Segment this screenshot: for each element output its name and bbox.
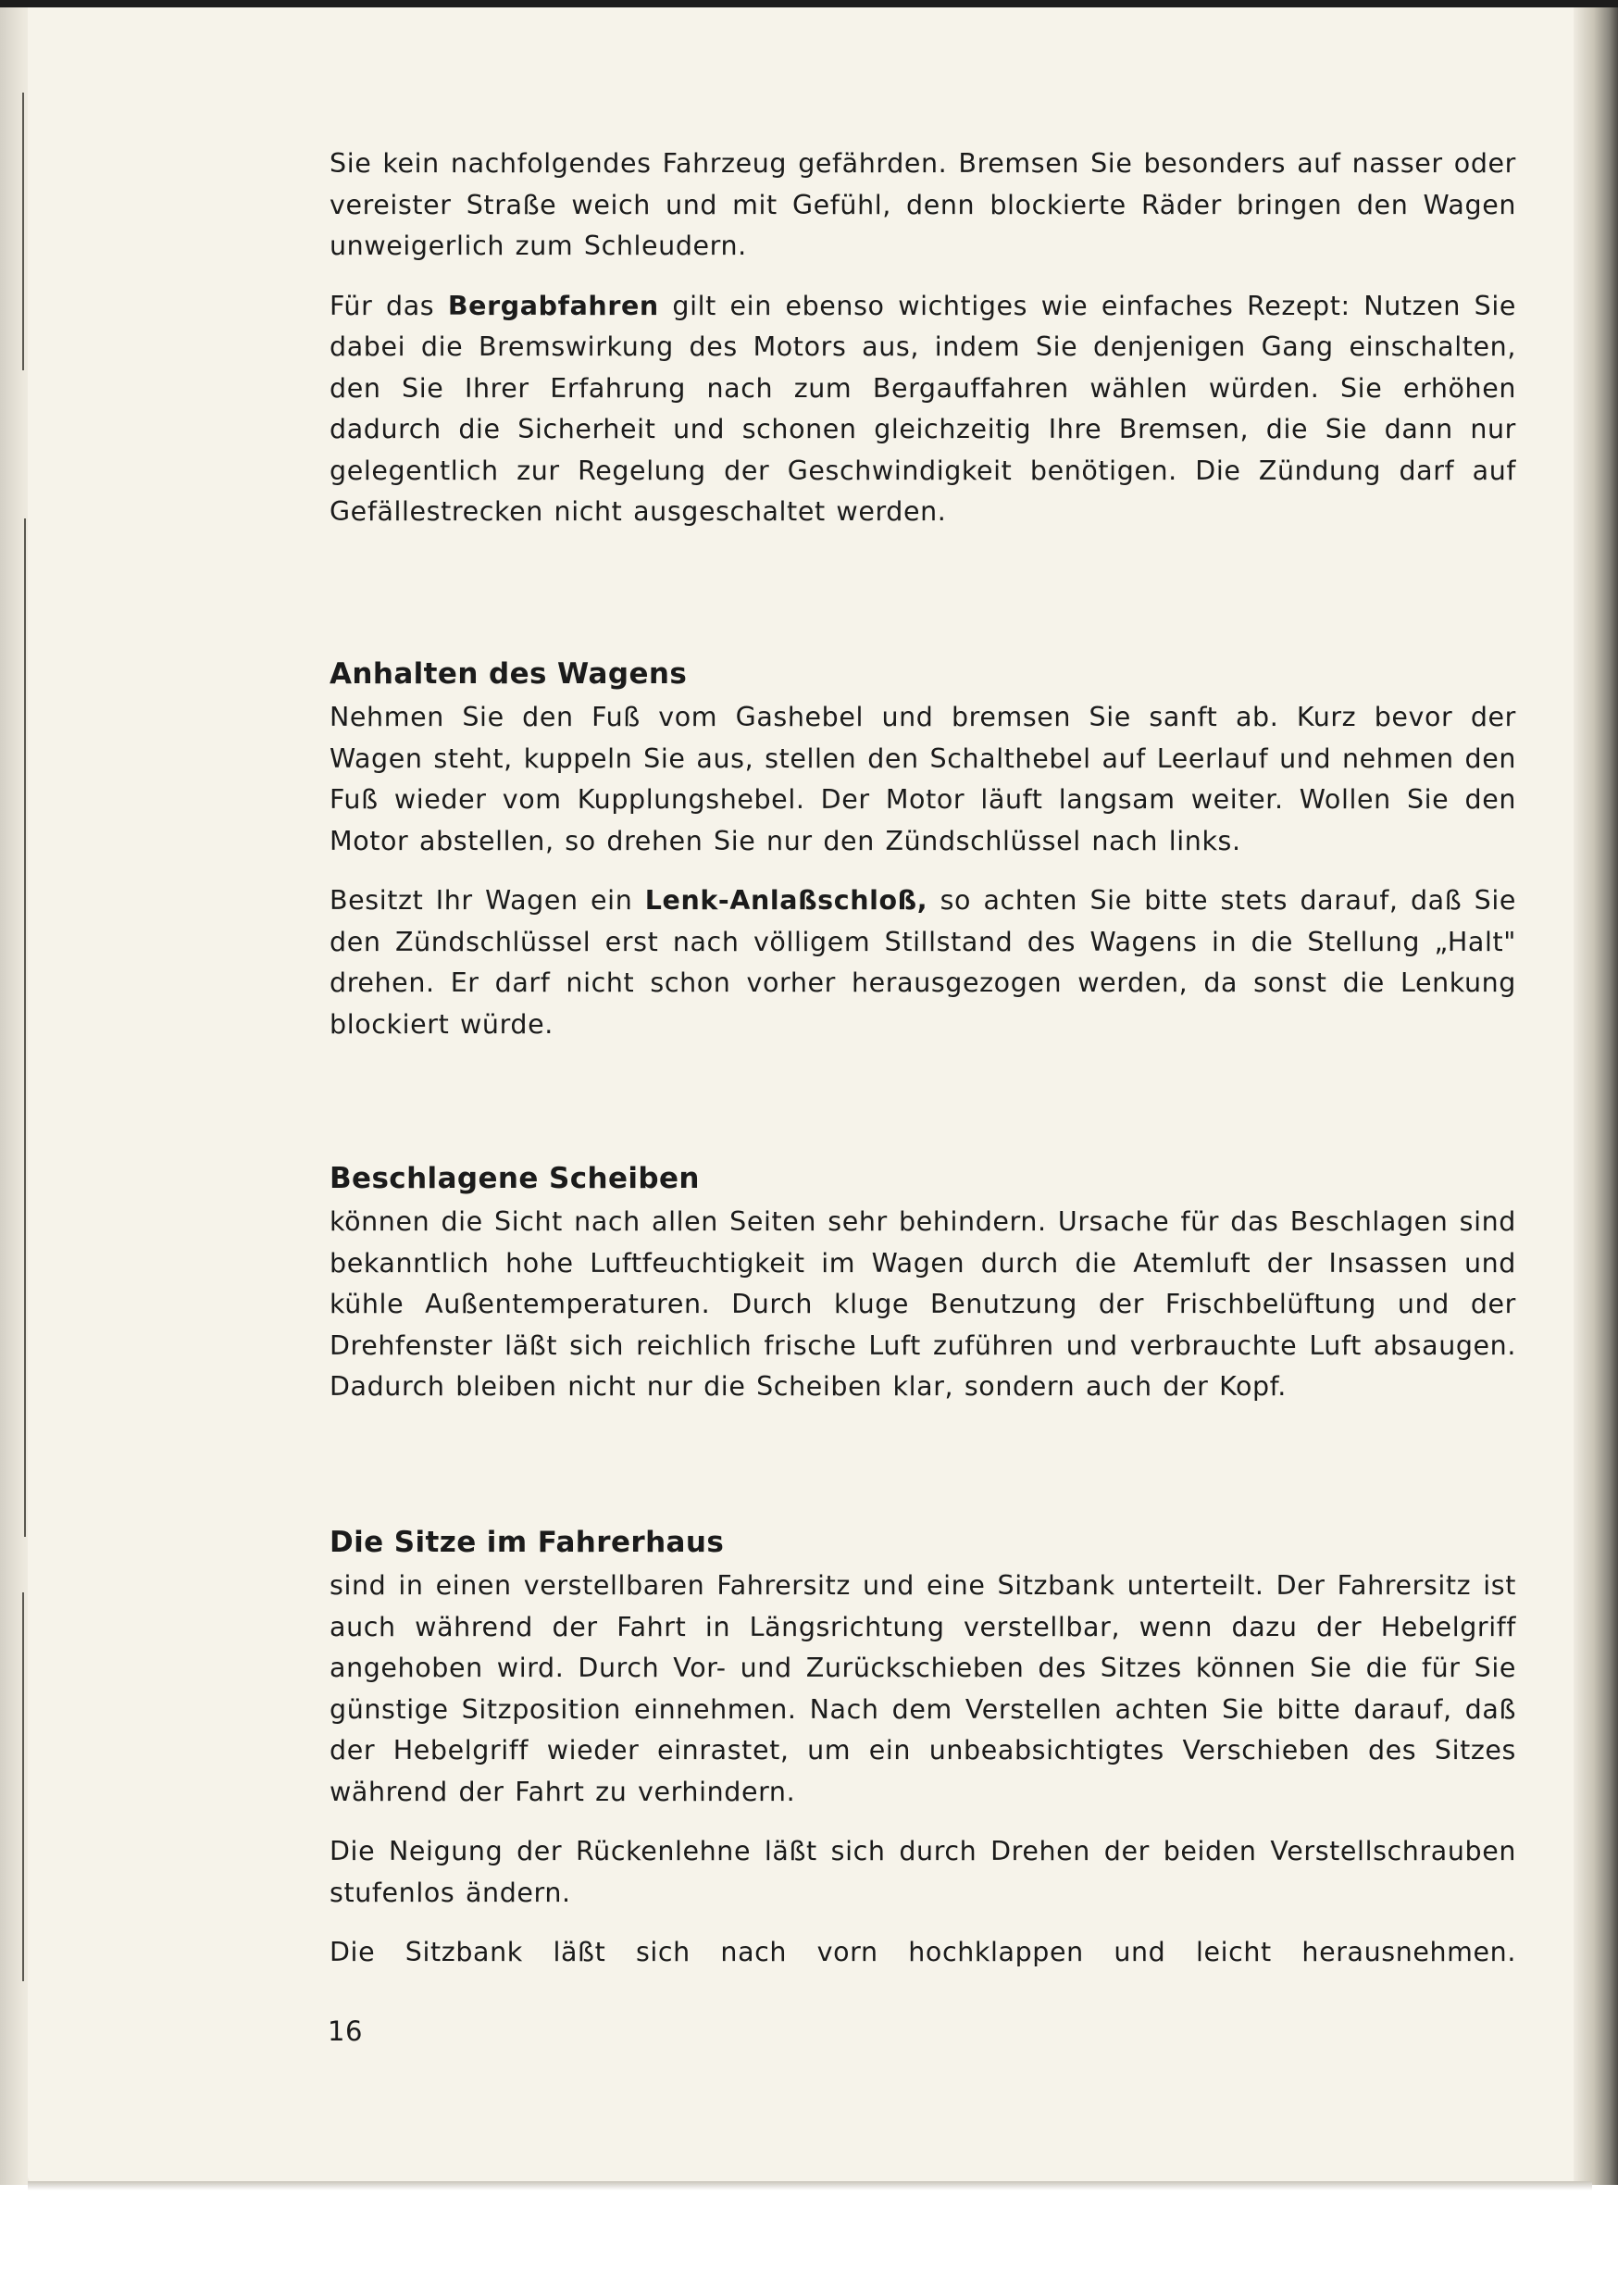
paragraph-seats: sind in einen verstellbaren Fahrersitz und eine Sitzbank unterteilt. Der Fahrersitz ist auch während der Fahrt in Längsrichtung verstellbar, wenn dazu der Hebelgriff angehoben wird. Durch Vor- und Zurückschieben des Sitzes können Sie die für Sie günstige Sitzposition einnehmen. Nach dem Verstellen achten Sie bitte darauf, daß der Hebelgriff wieder einrastet, um ein unbeabsichtigtes Verschieben des Sitzes während der Fahrt zu verhindern. bbox=[330, 1570, 1516, 1807]
heading-sitze: Die Sitze im Fahrerhaus bbox=[330, 1526, 725, 1559]
heading-anhalten: Anhalten des Wagens bbox=[330, 657, 688, 691]
paragraph-bench: Die Sitzbank läßt sich nach vorn hochklappen und leicht herausnehmen. bbox=[330, 1937, 1516, 1967]
section-sitze bbox=[330, 1519, 1516, 1974]
emphasis-lenk-anlassschloss: Lenk-Anlaßschloß, bbox=[644, 885, 928, 916]
paragraph-stopping: Nehmen Sie den Fuß vom Gashebel und bremsen Sie sanft ab. Kurz bevor der Wagen steht, kuppeln Sie aus, stellen den Schalthebel auf Leerlauf und nehmen den Fuß wieder vom Kupplungshebel. Der Motor läuft langsam weiter. Wollen Sie den Motor abstellen, so drehen Sie nur den Zündschlüssel nach links. bbox=[330, 702, 1516, 856]
page-number: 16 bbox=[328, 2015, 364, 2047]
section-scheiben bbox=[330, 1155, 1516, 1408]
paragraph-backrest: Die Neigung der Rückenlehne läßt sich durch Drehen der beiden Verstellschrauben stufenlos ändern. bbox=[330, 1836, 1516, 1908]
paragraph-braking: Sie kein nachfolgendes Fahrzeug gefährden. Bremsen Sie besonders auf nasser oder vereister Straße weich und mit Gefühl, denn blockierte Räder bringen den Wagen unweigerlich zum Schleudern. bbox=[330, 148, 1516, 261]
intro-section bbox=[330, 144, 1516, 533]
paragraph-fogged-windows: können die Sicht nach allen Seiten sehr behindern. Ursache für das Beschlagen sind bekanntlich hohe Luftfeuchtigkeit im Wagen durch die Atemluft der Insassen und kühle Außentemperaturen. Durch kluge Benutzung der Frischbelüftung und der Drehfenster läßt sich reichlich frische Luft zuführen und verbrauchte Luft absaugen. Dadurch bleiben nicht nur die Scheiben klar, sondern auch der Kopf. bbox=[330, 1206, 1516, 1402]
binding-stitch-line bbox=[24, 518, 26, 1537]
page-edge-right bbox=[1574, 7, 1618, 2185]
text-segment: Für das bbox=[330, 290, 448, 321]
text-segment: gilt ein ebenso wichtiges wie einfaches Rezept: Nutzen Sie dabei die Bremswirkung des Motors aus, indem Sie denjenigen Gang einschalten, den Sie Ihrer Erfahrung nach zum Bergauffahren wählen würden. Sie erhöhen dadurch die Sicherheit und schonen gleichzeitig Ihre Bremsen, die Sie dann nur gelegentlich zur Regelung der Geschwindigkeit benötigen. Die Zündung darf auf Gefällestrecken nicht ausgeschaltet werden. bbox=[330, 290, 1516, 527]
binding-stitch-line bbox=[22, 93, 24, 370]
paragraph-downhill bbox=[330, 286, 1516, 533]
emphasis-bergabfahren: Bergabfahren bbox=[447, 290, 659, 321]
text-segment: so achten Sie bitte stets darauf, daß Sie den Zündschlüssel erst nach völligem Stillstand des Wagens in die Stellung „Halt" drehen. Er darf nicht schon vorher herausgezogen werden, da sonst die Lenkung blockiert würde. bbox=[330, 885, 1516, 1040]
binding-stitch-line bbox=[22, 1592, 24, 1981]
paragraph-steering-lock bbox=[330, 880, 1516, 1045]
section-anhalten bbox=[330, 651, 1516, 1045]
page-bottom-shadow bbox=[28, 2181, 1592, 2190]
text-segment: Besitzt Ihr Wagen ein bbox=[330, 885, 645, 916]
scan-top-border bbox=[0, 0, 1618, 7]
heading-scheiben: Beschlagene Scheiben bbox=[330, 1162, 700, 1195]
